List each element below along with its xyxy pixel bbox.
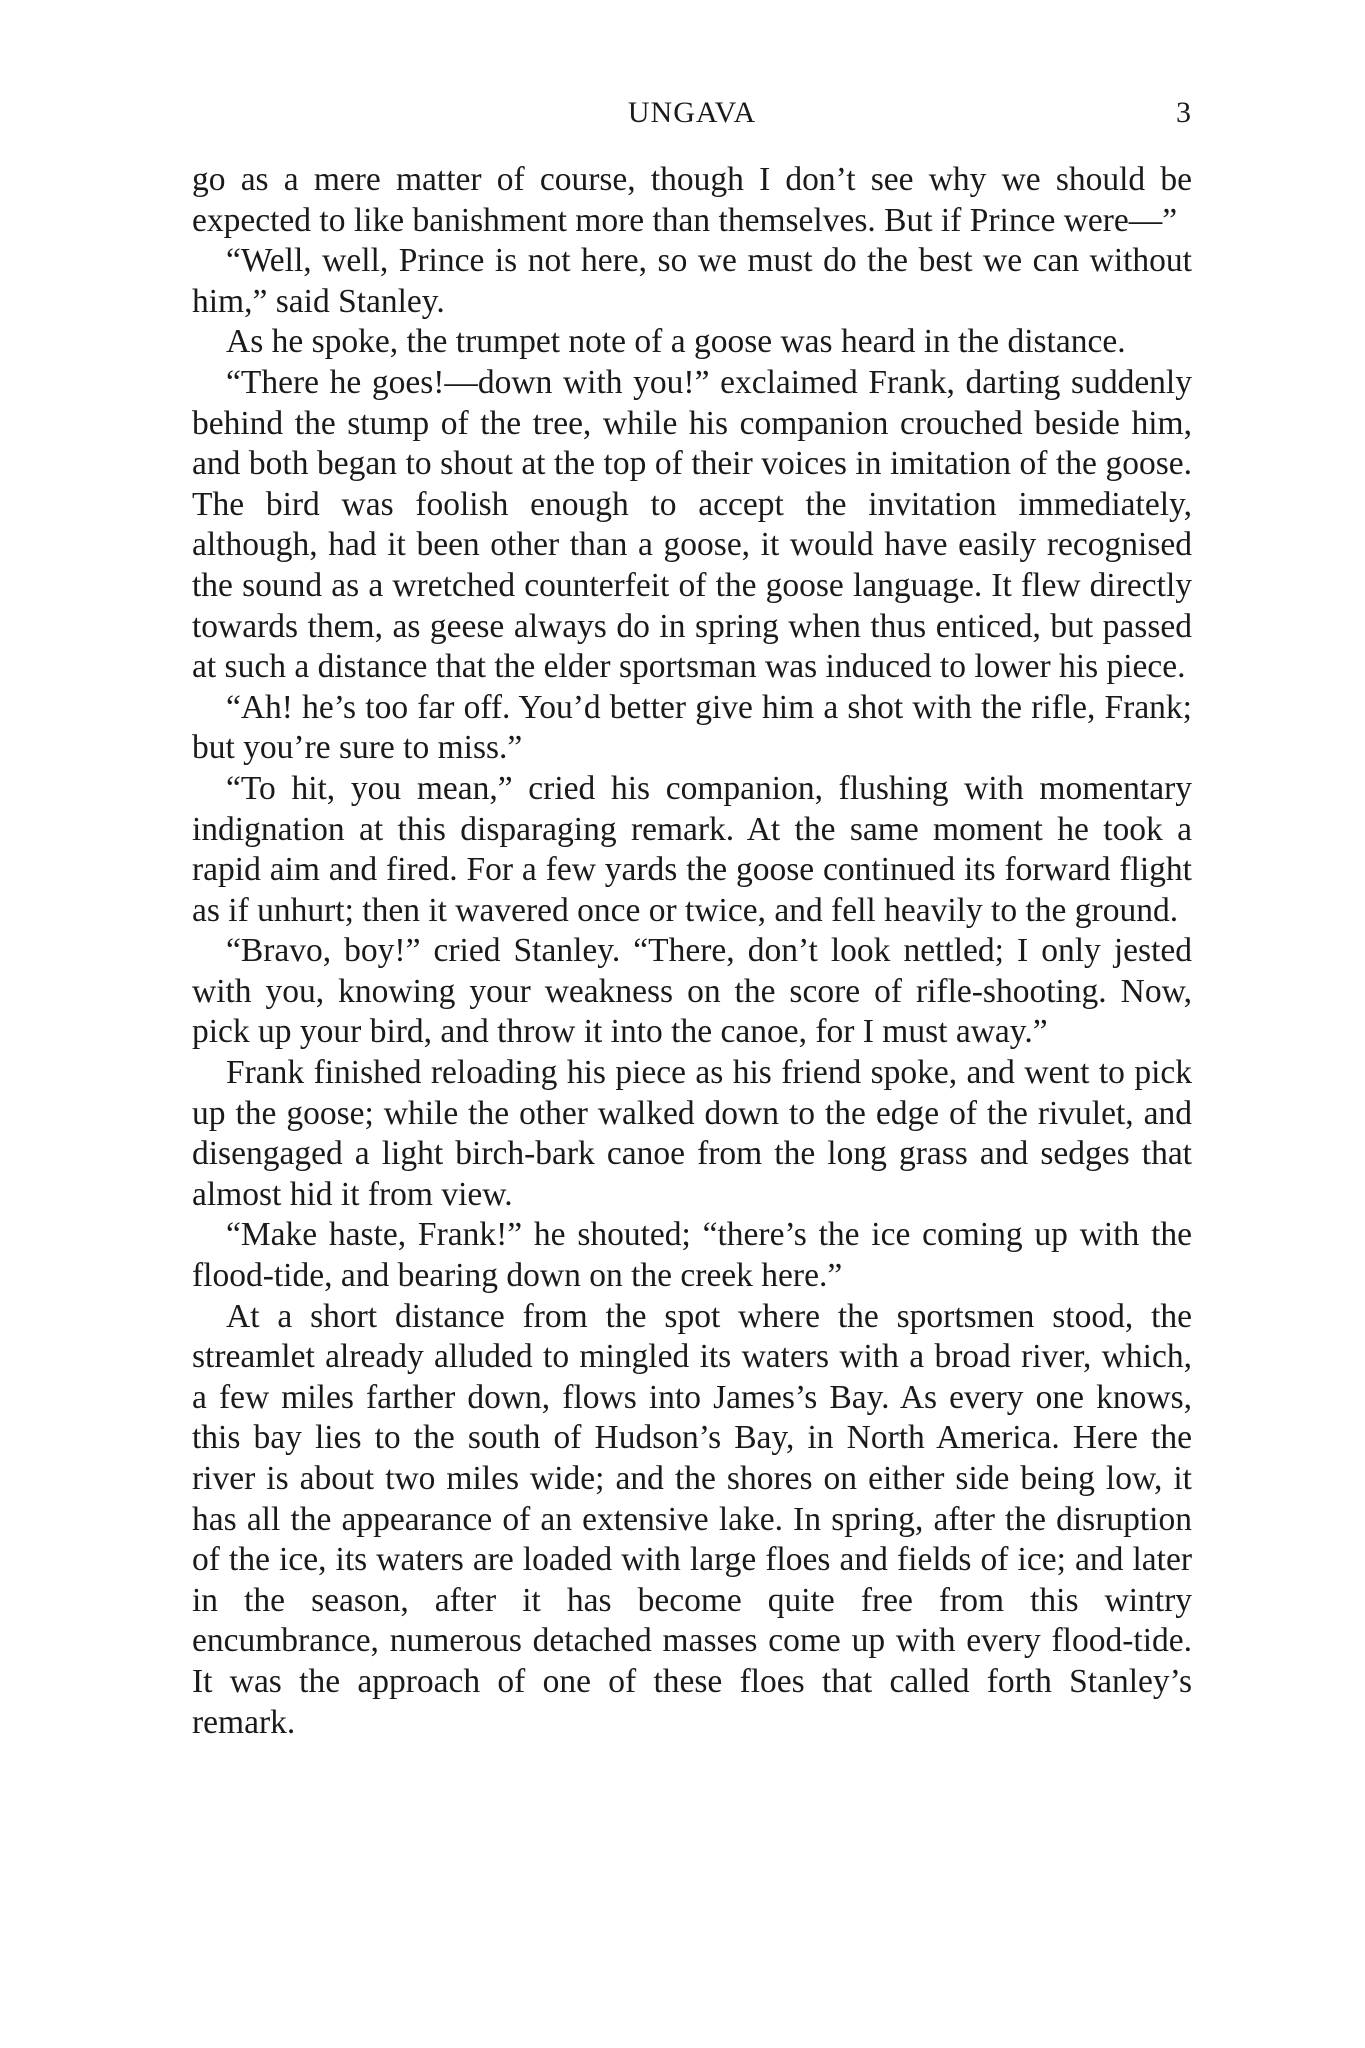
paragraph: Frank finished reloading his piece as his friend spoke, and went to pick up the goose; while the other walked down to the edge of the rivulet, and disengaged a light birch-bark canoe from the long grass and sedges that almost hid it from view. <box>192 1054 1192 1213</box>
paragraph-continued: go as a mere matter of course, though I don’t see why we should be expected to like banishment more than themselves. But if Prince were—” <box>192 161 1192 239</box>
body-text <box>192 160 1192 1743</box>
paragraph: “To hit, you mean,” cried his companion, flushing with momentary indignation at this disparaging remark. At the same moment he took a rapid aim and fired. For a few yards the goose continued its forward flight as if unhurt; then it wavered once or twice, and fell heavily to the ground. <box>192 769 1192 929</box>
paragraph: “Make haste, Frank!” he shouted; “there’s the ice coming up with the flood-tide, and bearing down on the creek here.” <box>192 1216 1192 1295</box>
running-head <box>192 96 1192 140</box>
paragraph: As he spoke, the trumpet note of a goose was heard in the distance. <box>226 323 1126 361</box>
paragraph: At a short distance from the spot where the sportsmen stood, the streamlet already alluded to mingled its waters with a broad river, which, a few miles farther down, flows into James’s Bay. As every one knows, this bay lies to the south of Hudson’s Bay, in North America. Here the river is about two miles wide; and the shores on either side being low, it has all the appearance of an extensive lake. In spring, after the disruption of the ice, its waters are loaded with large floes and fields of ice; and later in the season, after it has become quite free from this wintry encumbrance, numerous detached masses come up with every flood-tide. It was the approach of one of these floes that called forth Stanley’s remark. <box>192 1297 1192 1741</box>
running-title: UNGAVA <box>627 96 757 129</box>
paragraph: “Well, well, Prince is not here, so we must do the best we can without him,” said Stanley. <box>192 242 1192 320</box>
paragraph: “Ah! he’s too far off. You’d better give him a shot with the rifle, Frank; but you’re sure to miss.” <box>192 688 1192 767</box>
page-number: 3 <box>1176 96 1192 129</box>
paragraph: “There he goes!—down with you!” exclaimed Frank, darting suddenly behind the stump of the tree, while his companion crouched beside him, and both began to shout at the top of their voices in imitation of the goose. The bird was foolish enough to accept the invitation immediately, although, had it been other than a goose, it would have easily recognised the sound as a wretched counterfeit of the goose language. It flew directly towards them, as geese always do in spring when thus enticed, but passed at such a distance that the elder sportsman was induced to lower his piece. <box>192 363 1192 686</box>
paragraph: “Bravo, boy!” cried Stanley. “There, don’t look nettled; I only jested with you, knowing your weakness on the score of rifle-shooting. Now, pick up your bird, and throw it into the canoe, for I must away.” <box>192 932 1192 1051</box>
